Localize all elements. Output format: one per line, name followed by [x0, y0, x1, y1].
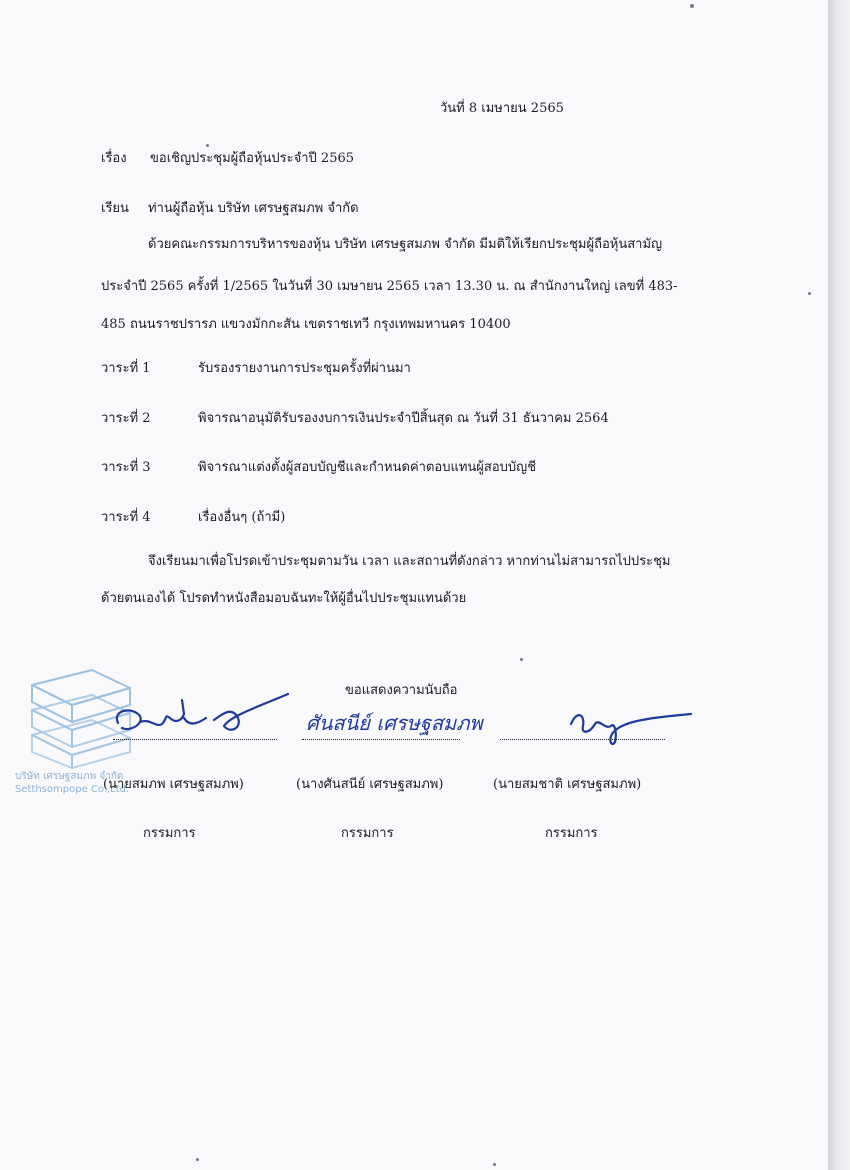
closing-line: ด้วยตนเองได้ โปรดทำหนังสือมอบฉันทะให้ผู้อื่นไปประชุมแทนด้วย	[101, 591, 467, 606]
scan-speck	[690, 4, 694, 8]
body-line: ด้วยคณะกรรมการบริหารของหุ้น บริษัท เศรษฐสมภพ จำกัด มีมติให้เรียกประชุมผู้ถือหุ้นสามัญ	[148, 237, 663, 252]
signature-3	[565, 700, 697, 748]
signatory-position: กรรมการ	[545, 826, 598, 841]
scan-edge	[828, 0, 850, 1170]
stamp-company-name-th: บริษัท เศรษฐสมภพ จำกัด	[15, 771, 124, 782]
signatory-position: กรรมการ	[143, 826, 196, 841]
signature-2-text: ศันสนีย์ เศรษฐสมภพ	[306, 711, 483, 735]
scan-speck	[520, 658, 523, 661]
agenda-text: พิจารณาอนุมัติรับรองงบการเงินประจำปีสิ้นสุด ณ วันที่ 31 ธันวาคม 2564	[198, 411, 609, 426]
body-line: ประจำปี 2565 ครั้งที่ 1/2565 ในวันที่ 30 เมษายน 2565 เวลา 13.30 น. ณ สำนักงานใหญ่ เลขที่ 483-	[101, 279, 678, 294]
signatory-name: (นายสมภพ เศรษฐสมภพ)	[103, 777, 244, 792]
subject-text: ขอเชิญประชุมผู้ถือหุ้นประจำปี 2565	[150, 151, 355, 166]
signature-line	[500, 739, 665, 740]
scan-speck	[196, 1158, 199, 1161]
letter-date: วันที่ 8 เมษายน 2565	[440, 101, 564, 116]
scan-speck	[493, 1163, 496, 1166]
agenda-text: พิจารณาแต่งตั้งผู้สอบบัญชีและกำหนดค่าตอบแทนผู้สอบบัญชี	[198, 460, 537, 475]
body-line: 485 ถนนราชปรารภ แขวงมักกะสัน เขตราชเทวี กรุงเทพมหานคร 10400	[101, 317, 511, 332]
agenda-text: รับรองรายงานการประชุมครั้งที่ผ่านมา	[198, 361, 411, 376]
agenda-label: วาระที่ 3	[101, 460, 151, 475]
agenda-text: เรื่องอื่นๆ (ถ้ามี)	[198, 510, 286, 525]
agenda-label: วาระที่ 2	[101, 411, 151, 426]
signatory-name: (นายสมชาติ เศรษฐสมภพ)	[493, 777, 642, 792]
scan-speck	[206, 144, 209, 147]
signature-line	[113, 739, 277, 740]
agenda-label: วาระที่ 1	[101, 361, 151, 376]
stamp-company-name-en: Setthsompope Co.,Ltd.	[15, 784, 130, 795]
signature-line	[302, 739, 460, 740]
agenda-label: วาระที่ 4	[101, 510, 151, 525]
signatory-name: (นางศันสนีย์ เศรษฐสมภพ)	[296, 777, 444, 792]
subject-label: เรื่อง	[101, 151, 127, 166]
signatory-position: กรรมการ	[341, 826, 394, 841]
recipient-text: ท่านผู้ถือหุ้น บริษัท เศรษฐสมภพ จำกัด	[148, 201, 359, 216]
recipient-label: เรียน	[101, 201, 129, 216]
closing-line: จึงเรียนมาเพื่อโปรดเข้าประชุมตามวัน เวลา และสถานที่ดังกล่าว หากท่านไม่สามารถไปประชุม	[148, 554, 671, 569]
regards-text: ขอแสดงความนับถือ	[345, 683, 458, 698]
signature-2	[302, 700, 542, 744]
scan-speck	[808, 292, 811, 295]
